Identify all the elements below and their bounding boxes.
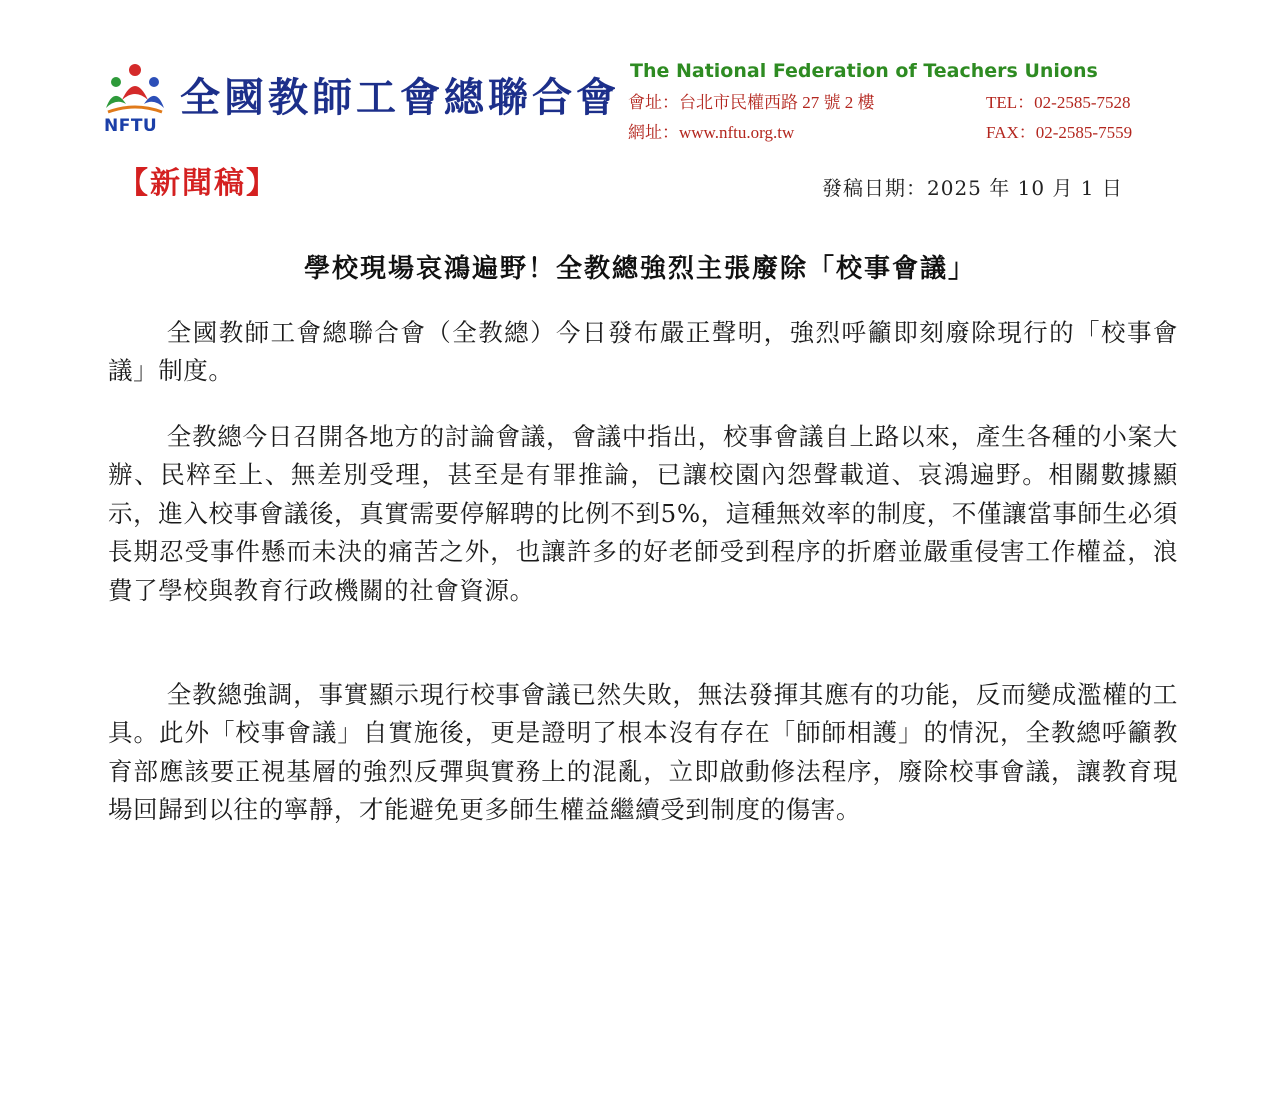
nftu-logo: [100, 58, 180, 136]
org-website: 網址：www.nftu.org.tw: [628, 123, 795, 142]
logo-text: NFTU: [104, 116, 158, 136]
paragraph-text: 全國教師工會總聯合會（全教總）今日發布嚴正聲明，強烈呼籲即刻廢除現行的「校事會議」制度。: [108, 318, 1178, 386]
org-name-chinese: 全國教師工會總聯合會: [180, 75, 620, 121]
org-address: 會址：台北市民權西路 27 號 2 樓: [628, 93, 875, 112]
release-date: 發稿日期：2025 年 10 月 1 日: [822, 176, 1123, 200]
nftu-logo-icon: [102, 58, 168, 116]
paragraph-2: [108, 418, 1178, 610]
paragraph-text: 全教總強調，事實顯示現行校事會議已然失敗，無法發揮其應有的功能，反而變成濫權的工具。此外「校事會議」自實施後，更是證明了根本沒有存在「師師相護」的情況，全教總呼籲教育部應該要正視基層的強烈反彈與實務上的混亂，立即啟動修法程序，廢除校事會議，讓教育現場回歸到以往的寧靜，才能避免更多師生權益繼續受到制度的傷害。: [108, 680, 1178, 825]
press-release-tag: 【新聞稿】: [118, 166, 278, 201]
paragraph-1: [108, 314, 1178, 391]
org-tel: TEL：02-2585-7528: [986, 93, 1131, 112]
org-fax: FAX：02-2585-7559: [986, 123, 1133, 142]
paragraph-3: [108, 676, 1178, 830]
headline: 學校現場哀鴻遍野！全教總強烈主張廢除「校事會議」: [303, 254, 976, 284]
org-name-english: The National Federation of Teachers Unions: [630, 60, 1098, 82]
paragraph-text: 全教總今日召開各地方的討論會議，會議中指出，校事會議自上路以來，產生各種的小案大辦、民粹至上、無差別受理，甚至是有罪推論，已讓校園內怨聲載道、哀鴻遍野。相關數據顯示，進入校事會議後，真實需要停解聘的比例不到5%，這種無效率的制度，不僅讓當事師生必須長期忍受事件懸而未決的痛苦之外，也讓許多的好老師受到程序的折磨並嚴重侵害工作權益，浪費了學校與教育行政機關的社會資源。: [108, 422, 1178, 605]
